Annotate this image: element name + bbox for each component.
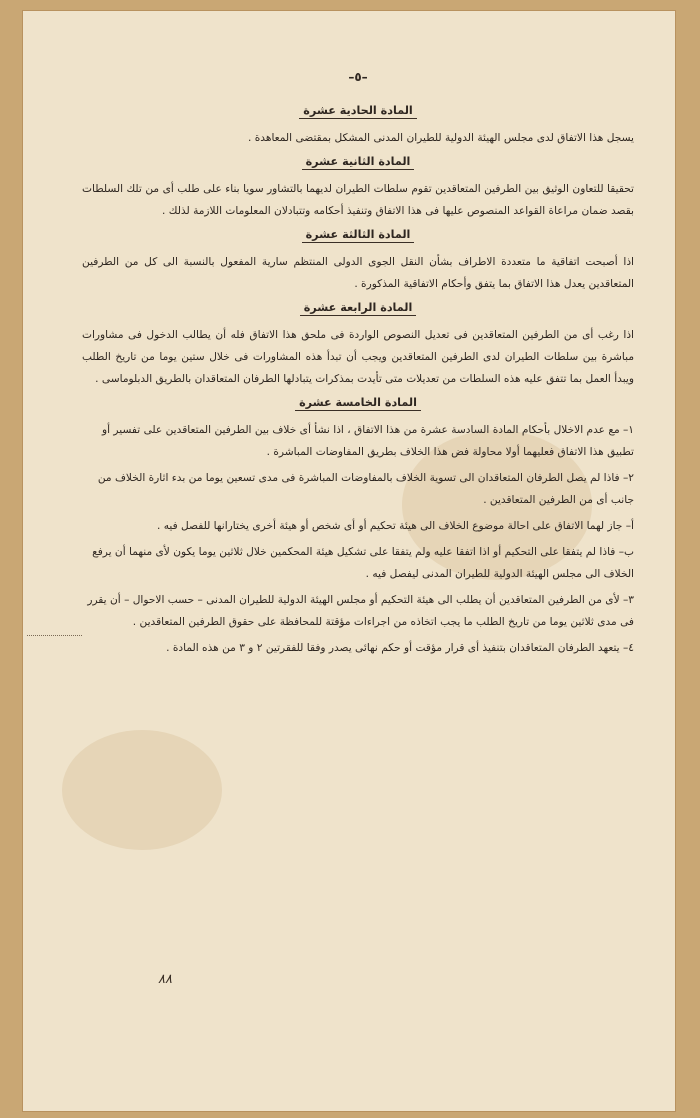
article-15-clause-2b: ب– فاذا لم يتفقا على التحكيم أو اذا اتفقا عليه ولم يتفقا على تشكيل هيئة المحكمين خلال ثلاثين يوما يكون لأى منهما أن يرفع الخلاف الى مجلس الهيئة الدولية للطيران المدنى ليفصل فيه . bbox=[92, 546, 634, 580]
handwritten-mark: ٨٨ bbox=[158, 972, 172, 987]
stray-mark bbox=[27, 635, 82, 636]
article-12-heading: المادة الثانية عشرة bbox=[82, 155, 634, 170]
article-15-clause-1: ١– مع عدم الاخلال بأحكام المادة السادسة عشرة من هذا الاتفاق ، اذا نشأ أى خلاف بين الطرفين المتعاقدين على تفسير أو تطبيق هذا الاتفاق فعليهما أولا محاولة فض هذا الخلاف بطريق المفاوضات المباشرة . bbox=[102, 424, 634, 458]
article-15-heading: المادة الخامسة عشرة bbox=[82, 396, 634, 411]
article-11-heading: المادة الحادية عشرة bbox=[82, 104, 634, 119]
article-13-heading: المادة الثالثة عشرة bbox=[82, 228, 634, 243]
article-15-clause-2a: أ– جاز لهما الاتفاق على احالة موضوع الخلاف الى هيئة تحكيم أو أى شخص أو هيئة أخرى يختارانها للفصل فيه . bbox=[156, 520, 634, 532]
document-body bbox=[82, 70, 634, 663]
article-13-text: اذا أصبحت اتفاقية ما متعددة الاطراف بشأن النقل الجوى الدولى المنتظم سارية المفعول بالنسبة الى كل من الطرفين المتعاقدين يعدل هذا الاتفاق بما يتفق وأحكام الاتفاقية المذكورة . bbox=[82, 256, 634, 290]
article-11-text: يسجل هذا الاتفاق لدى مجلس الهيئة الدولية للطيران المدنى المشكل بمقتضى المعاهدة . bbox=[248, 132, 634, 144]
document-page bbox=[22, 10, 676, 1112]
page-number: –٥– bbox=[348, 70, 368, 84]
article-12-text: تحقيقا للتعاون الوثيق بين الطرفين المتعاقدين تقوم سلطات الطيران لديهما بالتشاور سويا بناء على طلب أى من تلك السلطات بقصد ضمان مراعاة القواعد المنصوص عليها فى هذا الاتفاق وتنفيذ أحكامه وتتبادلان المعلومات اللازمة لذلك . bbox=[82, 183, 634, 217]
article-15-clause-4: ٤– يتعهد الطرفان المتعاقدان بتنفيذ أى قرار مؤقت أو حكم نهائى يصدر وفقا للفقرتين ٢ و ٣ من هذه المادة . bbox=[166, 642, 634, 654]
article-15-clause-2: ٢– فاذا لم يصل الطرفان المتعاقدان الى تسوية الخلاف بالمفاوضات المباشرة فى مدى تسعين يوما من بدء اثارة الخلاف من جانب أى من الطرفين المتعاقدين . bbox=[97, 472, 634, 506]
article-14-heading: المادة الرابعة عشرة bbox=[82, 301, 634, 316]
article-14-text: اذا رغب أى من الطرفين المتعاقدين فى تعديل النصوص الواردة فى ملحق هذا الاتفاق فله أن يطالب الدخول فى مشاورات مباشرة بين سلطات الطيران لدى الطرفين المتعاقدين ويجب أن تبدأ هذه المشاورات فى خلال ستين يوما من تاريخ الطلب ويبدأ العمل بما تتفق عليه هذه السلطات من تعديلات متى تأيدت بمذكرات يتبادلها الطرفان المتعاقدان بالطريق الدبلوماسى . bbox=[82, 329, 634, 385]
paper-stain bbox=[62, 730, 222, 850]
article-15-clause-3: ٣– لأى من الطرفين المتعاقدين أن يطلب الى هيئة التحكيم أو مجلس الهيئة الدولية للطيران المدنى – حسب الاحوال – أن يقرر فى مدى ثلاثين يوما من تاريخ الطلب ما يجب اتخاذه من اجراءات مؤقتة للمحافظة على حقوق الطرفين المتعاقدين . bbox=[87, 594, 634, 628]
